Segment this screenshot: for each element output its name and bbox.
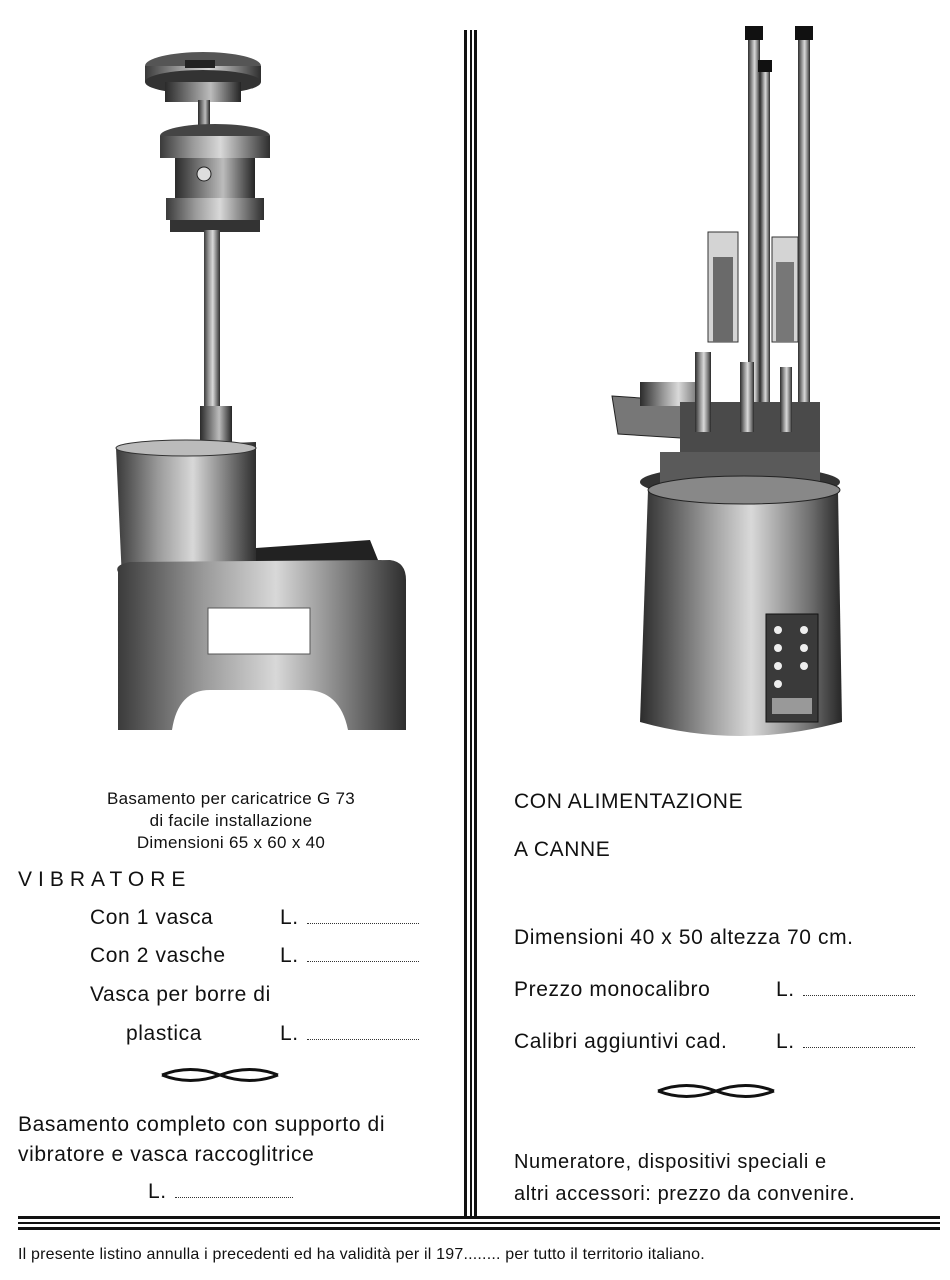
bottom-rule xyxy=(18,1222,940,1224)
price-field xyxy=(280,906,419,930)
ornament-divider xyxy=(656,1080,776,1102)
price-field xyxy=(280,1022,419,1046)
vibrator-heading: VIBRATORE xyxy=(18,868,192,891)
row-label: Vasca per borre di xyxy=(90,983,271,1006)
currency-label: L. xyxy=(776,1030,795,1053)
bottom-rule xyxy=(18,1227,940,1230)
complete-base-text xyxy=(18,1110,385,1170)
row-label: Con 1 vasca xyxy=(90,906,214,929)
price-dotted-line xyxy=(307,961,419,962)
text-line: Numeratore, dispositivi speciali e xyxy=(514,1151,827,1173)
row-label: Prezzo monocalibro xyxy=(514,978,711,1001)
text-line: vibratore e vasca raccoglitrice xyxy=(18,1143,315,1166)
price-dotted-line xyxy=(307,923,419,924)
feed-title-line: CON ALIMENTAZIONE xyxy=(514,790,744,813)
bottom-rule xyxy=(18,1216,940,1219)
base-caption xyxy=(0,788,462,854)
currency-label: L. xyxy=(776,978,795,1001)
text-line: altri accessori: prezzo da convenire. xyxy=(514,1183,856,1205)
accessories-text xyxy=(514,1146,855,1210)
caption-line: Basamento per caricatrice G 73 xyxy=(106,789,356,808)
currency-label: L. xyxy=(280,906,299,929)
tube-loader-illustration xyxy=(600,22,860,752)
column-divider xyxy=(462,30,478,1217)
currency-label: L. xyxy=(280,1022,299,1045)
vibrator-base-illustration xyxy=(100,40,430,750)
feed-title-line: A CANNE xyxy=(514,838,611,861)
row-label: Calibri aggiuntivi cad. xyxy=(514,1030,728,1053)
currency-label: L. xyxy=(148,1180,167,1203)
text-line: Basamento completo con supporto di xyxy=(18,1113,386,1136)
price-dotted-line xyxy=(307,1039,419,1040)
price-dotted-line xyxy=(803,995,915,996)
price-dotted-line xyxy=(175,1197,293,1198)
price-dotted-line xyxy=(803,1047,915,1048)
caption-line: di facile installazione xyxy=(149,811,313,830)
price-field xyxy=(148,1180,293,1204)
price-field xyxy=(776,978,915,1002)
price-field xyxy=(280,944,419,968)
caption-line: Dimensioni 65 x 60 x 40 xyxy=(136,833,326,852)
footer-note: Il presente listino annulla i precedenti ed ha validità per il 197........ per tutto il territorio italiano. xyxy=(18,1246,705,1263)
row-label: plastica xyxy=(126,1022,203,1045)
row-label: Con 2 vasche xyxy=(90,944,226,967)
dimensions-text: Dimensioni 40 x 50 altezza 70 cm. xyxy=(514,926,854,949)
currency-label: L. xyxy=(280,944,299,967)
ornament-divider xyxy=(160,1064,280,1086)
price-field xyxy=(776,1030,915,1054)
